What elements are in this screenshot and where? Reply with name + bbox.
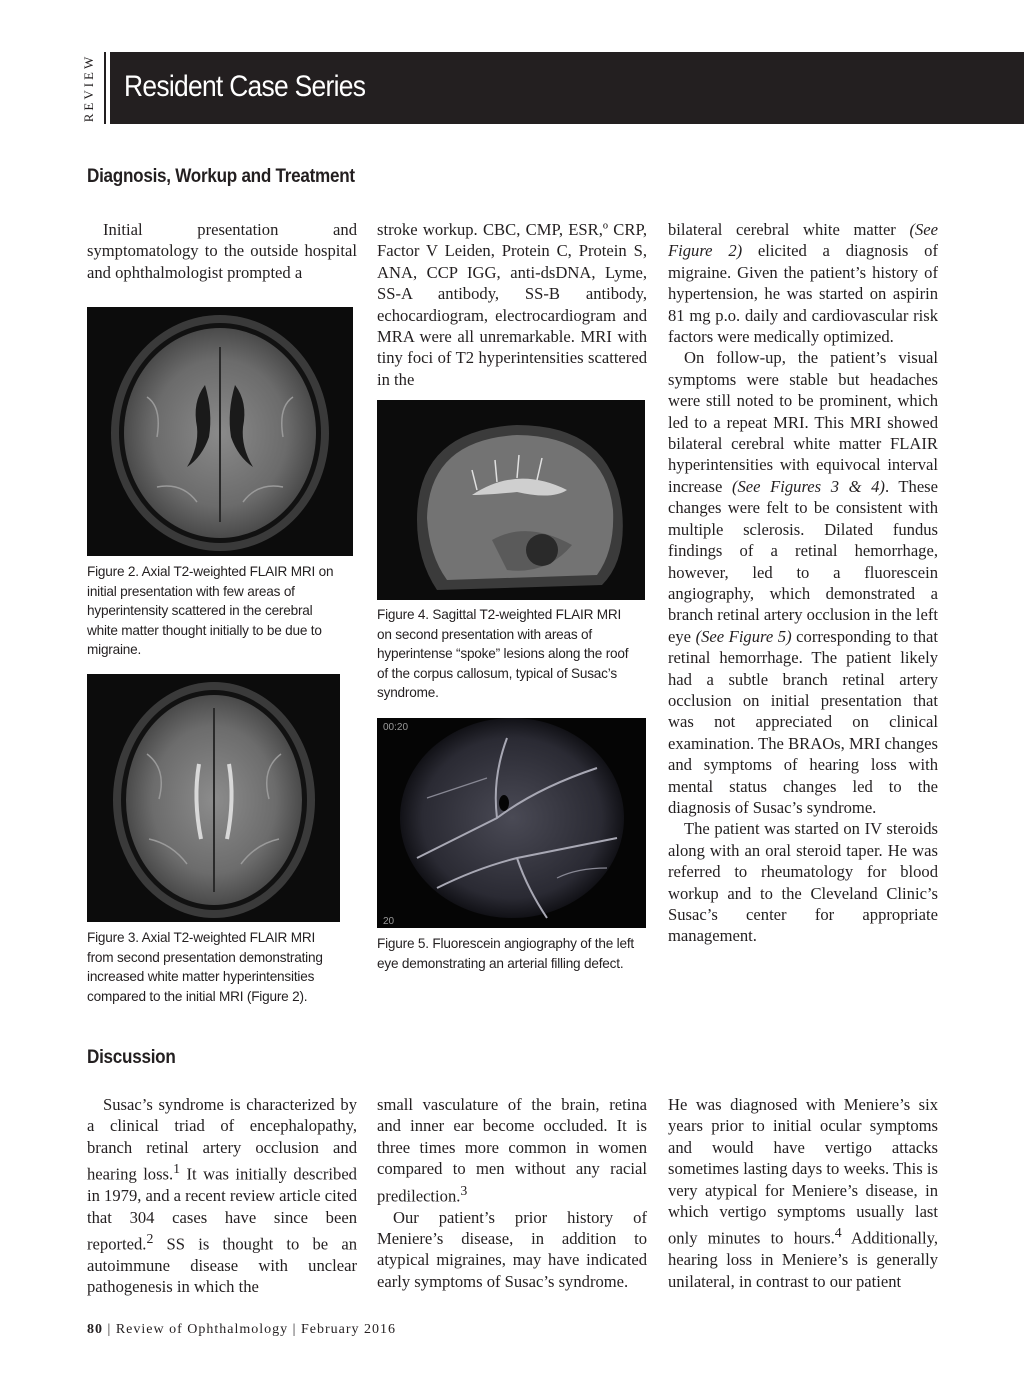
section-heading-diagnosis: Diagnosis, Workup and Treatment: [87, 166, 355, 187]
page-footer: [87, 1322, 396, 1338]
footer-separator: |: [107, 1322, 112, 1337]
mri-axial-image: [87, 307, 353, 556]
figure-5-fluorescein-angiography: [377, 718, 646, 928]
section-tag: [74, 52, 104, 124]
column-2-diagnosis: [377, 219, 647, 390]
figure-2-caption: [87, 562, 345, 660]
figure-3-caption: [87, 928, 345, 1006]
paragraph: [668, 347, 938, 818]
column-1-discussion: [87, 1094, 357, 1298]
text-run: corresponding to that retinal hemorrhage. The patient likely had a subtle branch retinal artery occlusion on initial presentation that was not appreciated on clinical examination. The BRAOs, MRI changes and symptoms of hearing loss with mental status changes led to the diagnosis of Susac’s syndrome.: [668, 626, 938, 817]
text-run: On follow-up, the patient’s visual symptoms were stable but headaches were still noted to be prominent, which led to a repeat MRI. This MRI showed bilateral cerebral white matter FLAIR hyperintensities with equivocal interval increase: [668, 348, 938, 496]
figure-4-mri-sagittal: [377, 400, 645, 600]
text-run: SS is thought to be an autoimmune disease with unclear pathogenesis in which the: [87, 1234, 357, 1297]
fig5-corner-label: 20: [383, 916, 395, 927]
section-tag-rule: [104, 52, 106, 124]
mri-axial-image: [87, 674, 340, 922]
column-3-discussion: [668, 1094, 938, 1292]
issue-date: February 2016: [300, 1322, 396, 1337]
fig5-timestamp: 00:20: [383, 722, 409, 733]
caption-text: Figure 5. Fluorescein angiography of the left eye demonstrating an arterial filling defect.: [377, 936, 634, 971]
text-run: elicited a diagnosis of migraine. Given the patient’s history of hypertension, he was started on aspirin 81 mg p.o. daily and cardiovascular risk factors were medically optimized.: [668, 241, 938, 347]
text-run: It was initially described in 1979, and a recent review article cited that 304 cases have since been reported.: [87, 1164, 357, 1254]
page-title: Resident Case Series: [124, 70, 366, 103]
mri-sagittal-image: [377, 400, 645, 600]
paragraph: [377, 1094, 647, 1207]
figure-reference: (See Figures 3 & 4): [731, 476, 885, 496]
journal-name: Review of Ophthalmology: [115, 1322, 289, 1337]
section-heading-discussion: Discussion: [87, 1047, 176, 1068]
citation: 3: [460, 1182, 468, 1198]
column-1-diagnosis: [87, 219, 357, 283]
figure-4-caption: [377, 605, 635, 703]
text-run: Susac’s syndrome is characterized by a clinical triad of encephalopathy, branch retinal artery occlusion and hearing loss.: [87, 1095, 357, 1184]
paragraph: Initial presentation and symptomatology to the outside hospital and ophthalmologist prompted a: [87, 220, 357, 282]
column-2-discussion: [377, 1094, 647, 1292]
figure-5-caption: [377, 934, 635, 973]
text-run: bilateral cerebral white matter: [668, 220, 910, 239]
page-number: 80: [87, 1322, 103, 1337]
text-run: . These changes were felt to be consistent with multiple sclerosis. Dilated fundus findings of a retinal hemorrhage, however, led to a fluorescein angiography, which demonstrated a branch retinal artery occlusion in the left eye: [668, 476, 939, 646]
text-run: Additionally, hearing loss in Meniere’s is generally unilateral, in contrast to our patient: [668, 1228, 939, 1291]
caption-text: Figure 3. Axial T2-weighted FLAIR MRI from second presentation demonstrating increased white matter hyperintensities compared to the initial MRI (Figure 2).: [87, 930, 323, 1004]
paragraph: Our patient’s prior history of Meniere’s disease, in addition to atypical migraines, may have indicated early symptoms of Susac’s syndrome.: [377, 1207, 647, 1291]
section-tag-text: REVIEW: [81, 53, 96, 123]
figure-3-mri-axial: [87, 674, 340, 922]
paragraph: [668, 219, 938, 347]
citation: 2: [146, 1230, 154, 1246]
angiography-image: [377, 718, 646, 928]
citation: 1: [173, 1161, 181, 1177]
text-run: He was diagnosed with Meniere’s six years prior to initial ocular symptoms and would have vertigo attacks sometimes lasting days to weeks. This is very atypical for Meniere’s disease, in which vertigo symptoms usually last only minutes to hours.: [668, 1095, 938, 1248]
footer-separator: |: [292, 1322, 297, 1337]
header-banner: [110, 52, 1024, 124]
column-3-diagnosis: [668, 219, 938, 947]
caption-text: Figure 4. Sagittal T2-weighted FLAIR MRI on second presentation with areas of hyperintense “spoke” lesions along the roof of the corpus callosum, typical of Susac’s syndrome.: [377, 607, 629, 700]
text-run: small vasculature of the brain, retina and inner ear become occluded. It is three times more common in women compared to men without any racial predilection.: [377, 1095, 647, 1206]
citation: 4: [834, 1225, 842, 1241]
paragraph: The patient was started on IV steroids along with an oral steroid taper. He was referred to rheumatology for blood workup and to the Cleveland Clinic’s Susac’s center for appropriate management.: [668, 819, 938, 946]
paragraph: [668, 1094, 938, 1292]
paragraph: [87, 1094, 357, 1298]
figure-reference: (See Figure 2): [668, 220, 938, 261]
figure-reference: (See Figure 5): [695, 626, 792, 646]
figure-2-mri-axial: [87, 307, 353, 556]
paragraph: stroke workup. CBC, CMP, ESR,º CRP, Factor V Leiden, Protein C, Protein S, ANA, CCP IGG, anti-dsDNA, Lyme, SS-A antibody, SS-B antibody, echocardiogram, electrocardiogram and MRA were all unremarkable. MRI with tiny foci of T2 hyperintensities scattered in the: [377, 220, 647, 389]
caption-text: Figure 2. Axial T2-weighted FLAIR MRI on initial presentation with few areas of hyperintensity scattered in the cerebral white matter thought initially to be due to migraine.: [87, 564, 334, 657]
